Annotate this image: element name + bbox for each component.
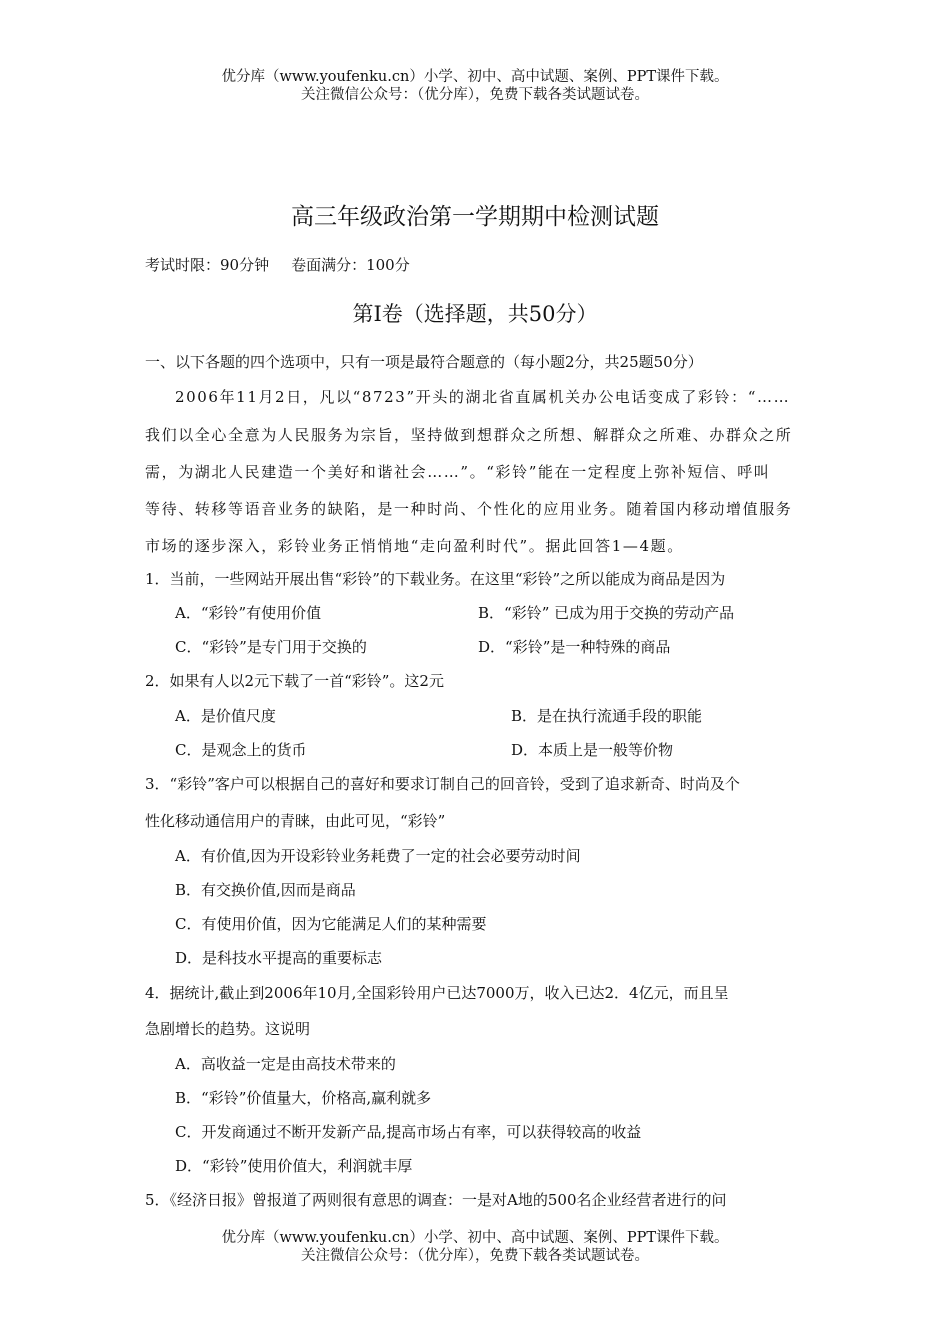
- page-footer: [0, 1229, 950, 1265]
- question-stem: 急剧增长的趋势。这说明: [145, 1020, 311, 1038]
- header-line-2: 关注微信公众号：（优分库），免费下载各类试题试卷。: [301, 87, 649, 103]
- footer-line-1: 优分库（www.youfenku.cn）小学、初中、高中试题、案例、PPT课件下载。: [221, 1230, 729, 1246]
- passage-line: 市场的逐步深入，彩铃业务正悄悄地“走向盈利时代”。据此回答1—4题。: [145, 537, 684, 555]
- exam-score: 卷面满分：100分: [291, 256, 410, 274]
- footer-line-2: 关注微信公众号：（优分库），免费下载各类试题试卷。: [301, 1248, 649, 1264]
- instruction: 一、以下各题的四个选项中，只有一项是最符合题意的（每小题2分，共25题50分）: [145, 353, 703, 371]
- option-b: B．“彩铃”价值量大，价格高,赢利就多: [175, 1089, 432, 1107]
- passage-line: 需，为湖北人民建造一个美好和谐社会……”。“彩铃”能在一定程度上弥补短信、呼叫: [145, 463, 771, 481]
- page-header: [0, 68, 950, 104]
- option-b: B．“彩铃” 已成为用于交换的劳动产品: [478, 604, 735, 622]
- exam-info: [145, 254, 410, 275]
- question-stem: 5．《经济日报》曾报道了两则很有意思的调查：一是对A地的500名企业经营者进行的问: [145, 1191, 727, 1209]
- option-d: D．“彩铃”是一种特殊的商品: [478, 638, 671, 656]
- option-d: D．本质上是一般等价物: [511, 741, 674, 759]
- option-c: C．“彩铃”是专门用于交换的: [175, 638, 367, 656]
- option-b: B．有交换价值,因而是商品: [175, 881, 356, 899]
- exam-time: 考试时限：90分钟: [145, 256, 270, 274]
- passage-line: 我们以全心全意为人民服务为宗旨，坚持做到想群众之所想、解群众之所难、办群众之所: [145, 426, 793, 444]
- option-a: A．“彩铃”有使用价值: [175, 604, 322, 622]
- option-a: A．是价值尺度: [175, 707, 276, 725]
- question-stem: 4．据统计,截止到2006年10月,全国彩铃用户已达7000万，收入已达2．4亿元，而且呈: [145, 984, 729, 1002]
- option-c: C．开发商通过不断开发新产品,提高市场占有率，可以获得较高的收益: [175, 1123, 642, 1141]
- question-stem: 1．当前，一些网站开展出售“彩铃”的下载业务。在这里“彩铃”之所以能成为商品是因为: [145, 570, 726, 588]
- passage-line: 2006年11月2日，凡以“8723”开头的湖北省直属机关办公电话变成了彩铃：“……: [175, 388, 791, 406]
- option-d: D．“彩铃”使用价值大，利润就丰厚: [175, 1157, 413, 1175]
- section-title: 第Ⅰ卷（选择题，共50分）: [352, 302, 598, 326]
- option-a: A．有价值,因为开设彩铃业务耗费了一定的社会必要劳动时间: [175, 847, 581, 865]
- question-stem: 2．如果有人以2元下载了一首“彩铃”。这2元: [145, 672, 444, 690]
- option-a: A．高收益一定是由高技术带来的: [175, 1055, 396, 1073]
- header-line-1: 优分库（www.youfenku.cn）小学、初中、高中试题、案例、PPT课件下载。: [221, 69, 729, 85]
- option-b: B．是在执行流通手段的职能: [511, 707, 703, 725]
- question-stem: 3．“彩铃”客户可以根据自己的喜好和要求订制自己的回音铃，受到了追求新奇、时尚及个: [145, 775, 740, 793]
- page-title: 高三年级政治第一学期期中检测试题: [291, 204, 659, 230]
- option-d: D．是科技水平提高的重要标志: [175, 949, 383, 967]
- option-c: C．有使用价值，因为它能满足人们的某种需要: [175, 915, 487, 933]
- passage-line: 等待、转移等语音业务的缺陷，是一种时尚、个性化的应用业务。随着国内移动增值服务: [145, 500, 793, 518]
- option-c: C．是观念上的货币: [175, 741, 307, 759]
- question-stem: 性化移动通信用户的青睐，由此可见，“彩铃”: [145, 812, 446, 830]
